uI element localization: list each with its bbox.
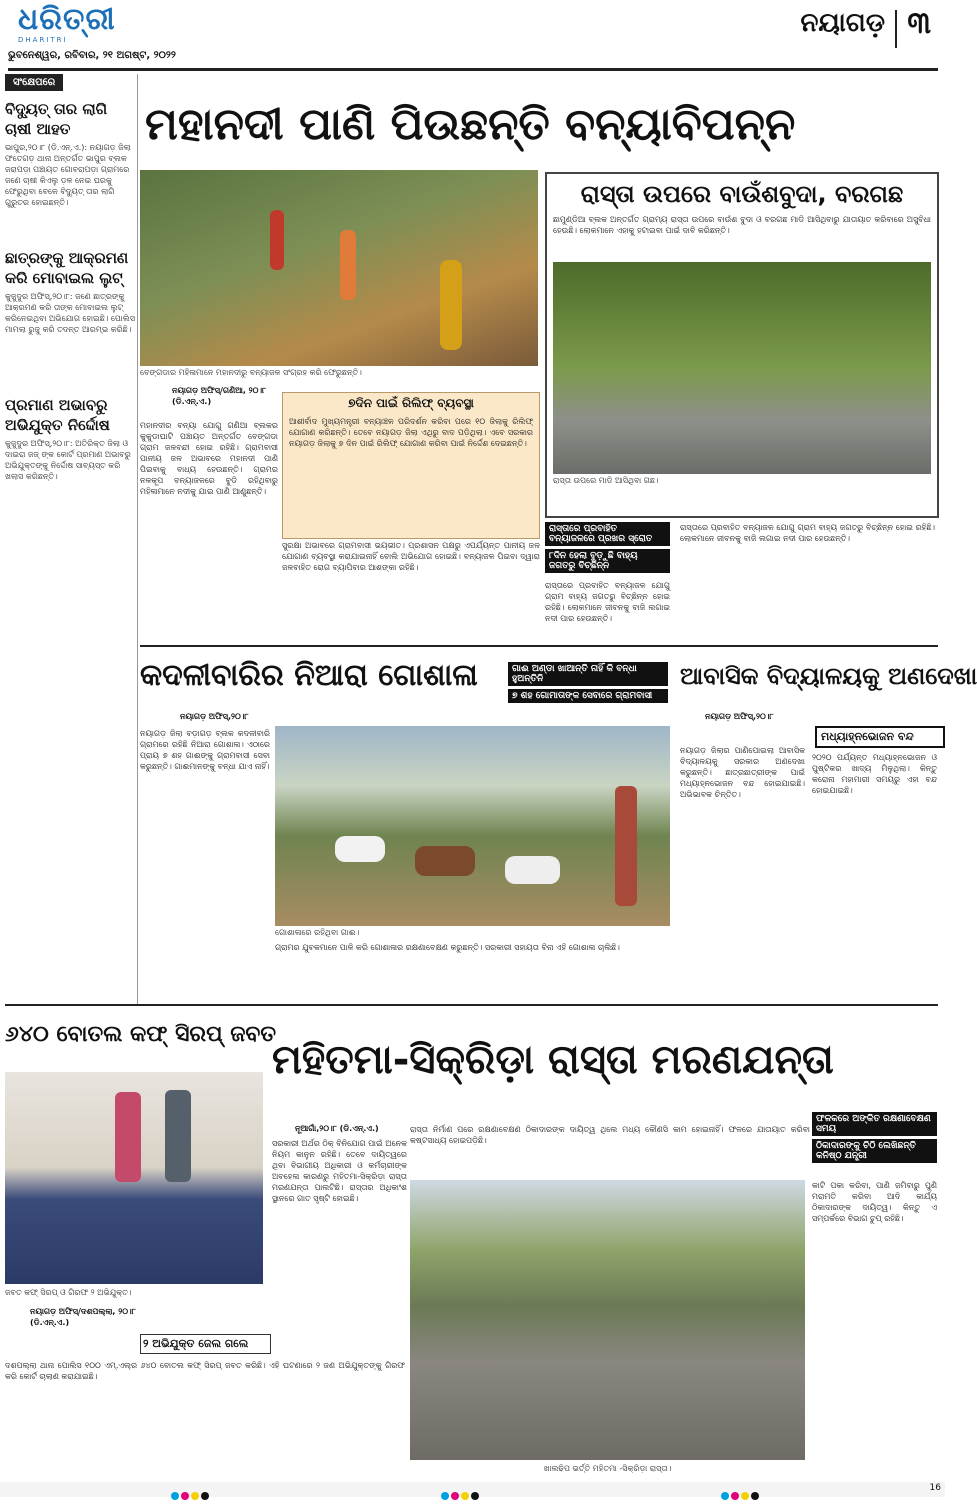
cough-syrup-caption: ଜବତ କଫ୍ ସିରପ୍ ଓ ଗିରଫ ୨ ଅଭିଯୁକ୍ତ। bbox=[5, 1288, 132, 1297]
brief-headline: ପ୍ରମାଣ ଅଭାବରୁ ଅଭିଯୁକ୍ତ ନିର୍ଦ୍ଦୋଷ bbox=[5, 396, 110, 434]
river-story-body-continued: ରାସ୍ତାରେ ପ୍ରବାହିତ ବନ୍ୟାଜଳ ଯୋଗୁ ଗ୍ରାମ ବାହ୍ୟ ଜଗତରୁ ବିଚ୍ଛିନ୍ନ ହୋଇ ରହିଛି। ଲୋକମାନେ ଜୀବନକୁ ବାଜି ଲଗାଇ ନଦୀ ପାର ହେଉଛନ୍ତି। bbox=[680, 523, 935, 543]
registration-marks bbox=[170, 1485, 210, 1504]
print-page-label: 16 bbox=[929, 1483, 941, 1493]
gaushala-tags bbox=[508, 662, 668, 703]
brief-headline: ଛାତ୍ରଙ୍କୁ ଆକ୍ରମଣ କରି ମୋବାଇଲ ଲୁଟ୍ bbox=[5, 249, 129, 287]
gaushala-tag: ୭ ଶହ ଗୋମାତାଙ୍କ ସେବାରେ ଗ୍ରାମବାସୀ bbox=[508, 689, 668, 703]
cough-syrup-photo bbox=[5, 1072, 263, 1284]
second-story-box bbox=[545, 172, 939, 518]
cough-syrup-byline: ନୟାଗଡ଼ ଅଫିସ୍/ଦଶପଲ୍ଲା, ୨୦।୮ (ଡି.ଏନ୍.ଏ.) bbox=[30, 1307, 136, 1327]
road-story-body-side: କାଟି ପକା କରିବା, ପାଣି ଜମିବାରୁ ପୁଣି ମରାମତି କରିବା ଆଦି କାର୍ଯ୍ୟ ଠିକାଦାରଙ୍କ ଦାୟିତ୍ୱ। କିନ୍ତୁ ଏ ସମ୍ପର୍କରେ ବିଭାଗ ଚୁପ୍ ରହିଛି। bbox=[812, 1181, 937, 1223]
second-story-headline: ରାସ୍ତା ଉପରେ ବାଉଁଶବୁଦା, ବରଗଛ bbox=[580, 180, 904, 208]
lead-body-continued: ସୁରକ୍ଷା ଅଭାବରେ ଗ୍ରାମବାସୀ ଭୟଭୀତ। ପ୍ରଶାସନ ପକ୍ଷରୁ ଏପର୍ଯ୍ୟନ୍ତ ପାନୀୟ ଜଳ ଯୋଗାଣ ବ୍ୟବସ୍ଥା କରାଯାଇନାହିଁ ବୋଲି ଅଭିଯୋଗ ହୋଇଛି। ବନ୍ୟାଜଳ ପିଇବା ଦ୍ୱାରା ଜଳବାହିତ ରୋଗ ବ୍ୟାପିବାର ଆଶଙ୍କା ରହିଛି। bbox=[282, 541, 540, 572]
column-rule bbox=[137, 74, 138, 1004]
dateline: ଭୁବନେଶ୍ୱର, ରବିବାର, ୨୧ ଅଗଷ୍ଟ, ୨୦୨୨ bbox=[8, 50, 176, 61]
logo-text: ଧରିତ୍ରୀ bbox=[18, 2, 116, 37]
briefs-badge: ସଂକ୍ଷେପରେ bbox=[5, 74, 63, 91]
river-story-body: ରାସ୍ତାରେ ପ୍ରବାହିତ ବନ୍ୟାଜଳ ଯୋଗୁ ଗ୍ରାମ ବାହ୍ୟ ଜଗତରୁ ବିଚ୍ଛିନ୍ନ ହୋଇ ରହିଛି। ଲୋକମାନେ ଜୀବନକୁ ବାଜି ଲଗାଇ ନଦୀ ପାର ହେଉଛନ୍ତି। bbox=[545, 581, 670, 623]
second-story-caption: ରାସ୍ତା ଉପରେ ମାଡି ଆସିଥିବା ଗଛ। bbox=[553, 476, 659, 485]
second-story-body: ଛାମୁଣ୍ଡିଆ ବ୍ଲକ ଅନ୍ତର୍ଗତ ଗ୍ରାମ୍ୟ ରାସ୍ତା ଉପରେ ବାଉଁଶ ବୁଦା ଓ ବରଗଛ ମାଡି ଆସିଥିବାରୁ ଯାତାୟାତ କରିବାରେ ଅସୁବିଧା ହେଉଛି। ଲୋକମାନେ ଏହାକୁ ହଟାଇବା ପାଇଁ ଦାବି କରିଛନ୍ତି। bbox=[553, 215, 931, 235]
registration-marks bbox=[440, 1485, 480, 1504]
person-figure bbox=[340, 230, 356, 300]
cow-figure bbox=[415, 846, 475, 876]
person-figure bbox=[165, 1090, 191, 1182]
road-story-body-continued: ରାସ୍ତା ନିର୍ମାଣ ପରେ ରକ୍ଷଣାବେକ୍ଷଣ ଠିକାଦାରଙ୍କ ଦାୟିତ୍ୱ ଥିଲେ ମଧ୍ୟ କୌଣସି କାମ ହୋଇନାହିଁ। ଫଳରେ ଯାତାୟାତ କରିବା କଷ୍ଟସାଧ୍ୟ ହୋଇପଡ଼ିଛି। bbox=[410, 1125, 810, 1145]
road-story-photo bbox=[410, 1180, 805, 1460]
road-tag: ଠିକାଦାରଙ୍କୁ ଚିଠି ଲେଖିଛନ୍ତି କନିଷ୍ଠ ଯନ୍ତ୍ରୀ bbox=[812, 1139, 937, 1163]
brief-body: କୁଜୁଦୁର ଅଫିସ୍,୨୦।୮: ଅତିରିକ୍ତ ଜିଲା ଓ ଦାଇରା ଜଜ୍ ଙ୍କ କୋର୍ଟ ପ୍ରମାଣ ଅଭାବରୁ ଅଭିଯୁକ୍ତଙ୍କୁ ନିର୍ଦ୍ଦୋଷ ସାବ୍ୟସ୍ତ କରି ଖଲାସ କରିଛନ୍ତି। bbox=[5, 439, 131, 481]
road-story-body: ସରକାରୀ ଅର୍ଥର ଠିକ୍ ବିନିଯୋଗ ପାଇଁ ଅନେକ ନିୟମ କାନୁନ ରହିଛି। ତେବେ ଦାୟିତ୍ୱରେ ଥିବା ବିଭାଗୀୟ ଅଧିକାରୀ ଓ କର୍ମଚାରୀଙ୍କ ଅବହେଳା କାରଣରୁ ମହିତମା-ସିକ୍ରିଡ଼ା ରାସ୍ତା ମରଣଯନ୍ତା ପାଲଟିଛି। ରାସ୍ତାର ଅଧିକାଂଶ ସ୍ଥାନରେ ଗାତ ସୃଷ୍ଟି ହୋଇଛି। bbox=[272, 1139, 407, 1203]
cough-syrup-body: ଦଶପଲ୍ଲା ଥାନା ପୋଲିସ ୧୦୦ ଏମ୍.ଏଲ୍ର ୬୪୦ ବୋତଲ କଫ୍ ସିରପ୍ ଜବତ କରିଛି। ଏହି ଘଟଣାରେ ୨ ଜଣ ଅଭିଯୁକ୍ତଙ୍କୁ ଗିରଫ କରି କୋର୍ଟ ଚାଲାଣ କରାଯାଇଛି। bbox=[5, 1361, 405, 1381]
section-rule bbox=[140, 645, 938, 647]
gaushala-photo bbox=[275, 726, 670, 926]
gaushala-byline: ନୟାଗଡ଼ ଅଫିସ୍,୨୦।୮ bbox=[180, 712, 249, 721]
river-tag: ରାସ୍ତାରେ ପ୍ରବାହିତ ବନ୍ୟାଜଳରେ ପ୍ରଖର ସ୍ରୋତ bbox=[545, 522, 670, 546]
briefs-sidebar bbox=[5, 74, 135, 994]
river-story-tags bbox=[545, 522, 670, 573]
brief-body: ଭାପୁର,୨୦।୮ (ଡି.ଏନ୍.ଏ.): ନୟାଗଡ଼ ଜିଲା ଫତେଗଡ଼ ଥାନା ଅନ୍ତର୍ଗତ ଭାପୁର ବ୍ଲକ ଜରାପଡ଼ା ପଞ୍ଚାୟତ ଗୋବରାପଡ଼ା ଗ୍ରାମରେ ଜଣେ ଚାଷୀ କିଏଲୁ ଡ଼ଳ ନେଇ ଘରକୁ ଫେରୁଥିବା ବେଳେ ବିଦ୍ୟୁତ୍ ତାର ଲାଗି ଗୁରୁତର ହୋଇଛନ୍ତି। bbox=[5, 143, 131, 207]
gaushala-body-continued: ଗ୍ରାମର ଯୁବକମାନେ ପାଳି କରି ଗୋଶାଳାର ରକ୍ଷଣାବେକ୍ଷଣ କରୁଛନ୍ତି। ସରକାରୀ ସହାୟତା ବିନା ଏହି ଗୋଶାଳା ଚାଲିଛି। bbox=[275, 943, 620, 952]
gaushala-body: ନୟାଗଡ଼ ଜିଲା ବଡ଼ାଗଡ଼ ବ୍ଲକ କଦଳୀବାରି ଗ୍ରାମରେ ରହିଛି ନିଆରା ଗୋଶାଳା। ଏଠାରେ ପ୍ରାୟ ୭ ଶହ ଗାଈଙ୍କୁ ଗ୍ରାମବାସୀ ସେବା କରୁଛନ୍ତି। ଗାଈମାନଙ୍କୁ ବନ୍ଧା ଯାଏ ନାହିଁ। bbox=[140, 729, 270, 771]
section-name: ନୟାଗଡ଼ bbox=[800, 8, 885, 38]
school-body: ନୟାଗଡ଼ ଜିଲାର ପାଣିପୋଇଲା ଆବାସିକ ବିଦ୍ୟାଳୟକୁ ସରକାର ଅଣଦେଖା କରୁଛନ୍ତି। ଛାତ୍ରଛାତ୍ରୀଙ୍କ ପାଇଁ ମଧ୍ୟାହ୍ନଭୋଜନ ବନ୍ଦ ହୋଇଯାଇଛି। ଅଭିଭାବକ ଚିନ୍ତିତ। bbox=[680, 746, 805, 799]
cough-syrup-subhead: ୨ ଅଭିଯୁକ୍ତ ଜେଲ ଗଲେ bbox=[140, 1334, 271, 1354]
lead-byline: ନୟାଗଡ଼ ଅଫିସ୍/ଗଣିଆ, ୨୦।୮ (ଡି.ଏନ୍.ଏ.) bbox=[172, 386, 267, 406]
logo-subtext: DHARITRI bbox=[18, 36, 68, 44]
masthead-divider bbox=[895, 10, 897, 48]
gaushala-headline: କଦଳୀବାରିର ନିଆରା ଗୋଶାଳା bbox=[140, 658, 478, 693]
person-figure bbox=[440, 260, 462, 350]
school-headline: ଆବାସିକ ବିଦ୍ୟାଳୟକୁ ଅଣଦେଖା bbox=[680, 662, 977, 690]
lead-body: ମହାନଦୀର ବନ୍ୟା ଯୋଗୁ ଗଣିଆ ବ୍ଲକର କୁକୁଡାଘାଟି ପଞ୍ଚାୟତ ଅନ୍ତର୍ଗତ ବେଙ୍ଗଡା ଗ୍ରାମ ଜଳବନ୍ଦୀ ହୋଇ ରହିଛି। ଗ୍ରାମବାସୀ ପାନୀୟ ଜଳ ଅଭାବରେ ମହାନଦୀ ପାଣି ପିଇବାକୁ ବାଧ୍ୟ ହେଉଛନ୍ତି। ଗ୍ରାମର ନଳକୂପ ବନ୍ୟାଜଳରେ ବୁଡି ରହିଥିବାରୁ ମହିଳାମାନେ ନଦୀକୁ ଯାଇ ପାଣି ଆଣୁଛନ୍ତି। bbox=[140, 421, 278, 496]
newspaper-logo bbox=[18, 4, 138, 48]
print-footer bbox=[0, 1482, 945, 1497]
brief-item bbox=[5, 248, 135, 335]
lead-photo bbox=[140, 170, 538, 366]
brief-headline: ବିଦ୍ୟୁତ୍ ତାର ଲାଗି ଚାଷୀ ଆହତ bbox=[5, 100, 108, 138]
relief-box-title: ୭ଦିନ ପାଇଁ ରିଲିଫ୍ ବ୍ୟବସ୍ଥା bbox=[348, 396, 474, 410]
road-tag: ଫଳକରେ ଅଙ୍କିତ ରକ୍ଷଣାବେକ୍ଷଣ ସମୟ bbox=[812, 1112, 937, 1136]
page-number: ୩ bbox=[907, 6, 931, 41]
road-story-tags bbox=[812, 1112, 937, 1163]
relief-box-body: ଆଶୀର୍ବାଦ ମୁଖ୍ୟମନ୍ତ୍ରୀ ବନ୍ୟାଞ୍ଚଳ ପରିଦର୍ଶନ କରିବା ପରେ ୧୦ ଜିଲାକୁ ରିଲିଫ୍ ଯୋଗାଣ କରିଛନ୍ତି। ତେବେ ନୟାଗଡ଼ ଜିଲା ଏଥିରୁ ବାଦ ପଡ଼ିଥିଲା। ଏବେ ସରକାର ନୟାଗଡ଼ ଜିଲାକୁ ୭ ଦିନ ପାଇଁ ରିଲିଫ୍ ଯୋଗାଣ କରିବା ପାଇଁ ନିର୍ଦ୍ଦେଶ ଦେଇଛନ୍ତି। bbox=[289, 417, 533, 448]
school-tag: ମଧ୍ୟାହ୍ନଭୋଜନ ବନ୍ଦ bbox=[815, 726, 945, 748]
second-story-photo bbox=[553, 262, 931, 474]
person-figure bbox=[270, 210, 284, 270]
cow-figure bbox=[505, 856, 560, 884]
lead-photo-caption: ବେଙ୍ଗଡାର ମହିଳାମାନେ ମହାନଦୀରୁ ବନ୍ୟାଜଳ ସଂଗ୍ରହ କରି ଫେରୁଛନ୍ତି। bbox=[140, 368, 362, 377]
cough-syrup-headline: ୬୪୦ ବୋତଲ କଫ୍ ସିରପ୍ ଜବତ bbox=[5, 1022, 277, 1047]
gaushala-tag: ଗାଈ ଅଣ୍ଡା ଖାଆନ୍ତି ନାହିଁ କି ବନ୍ଧା ହୁଅନ୍ତିନି bbox=[508, 662, 668, 686]
cow-figure bbox=[335, 836, 385, 862]
registration-marks bbox=[720, 1485, 760, 1504]
road-story-headline: ମହିତମା-ସିକ୍ରିଡ଼ା ରାସ୍ତା ମରଣଯନ୍ତା bbox=[272, 1037, 834, 1083]
person-figure bbox=[115, 1092, 141, 1182]
road-story-byline: ନୂଆଗାଁ,୨୦।୮ (ଡି.ଏନ୍.ଏ.) bbox=[295, 1124, 379, 1133]
person-figure bbox=[615, 786, 637, 906]
lead-headline: ମହାନଦୀ ପାଣି ପିଉଛନ୍ତି ବନ୍ୟାବିପନ୍ନ bbox=[145, 99, 796, 150]
masthead-rule bbox=[8, 68, 938, 71]
section-rule bbox=[5, 1004, 938, 1006]
brief-item bbox=[5, 99, 135, 208]
relief-box bbox=[282, 392, 540, 539]
school-byline: ନୟାଗଡ଼ ଅଫିସ୍,୨୦।୮ bbox=[705, 712, 774, 721]
brief-item bbox=[5, 395, 135, 482]
river-tag: ୮ଦିନ ହେଲା ବୁଡ଼ୁଛି ବାହ୍ୟ ଜଗତରୁ ବିଚ୍ଛିନ୍ନ bbox=[545, 549, 670, 573]
school-body-continued: ୨୦୨୦ ପର୍ଯ୍ୟନ୍ତ ମଧ୍ୟାହ୍ନଭୋଜନ ଓ ପୁଷ୍ଟିକର ଖାଦ୍ୟ ମିଳୁଥିଲା। କିନ୍ତୁ କରୋନା ମହାମାରୀ ସମୟରୁ ଏହା ବନ୍ଦ ହୋଇଯାଇଛି। bbox=[812, 753, 937, 795]
gaushala-photo-caption: ଗୋଶାଳାରେ ରହିଥିବା ଗାଈ। bbox=[275, 928, 360, 937]
road-story-caption: ଖାଲଢିପ ଭର୍ତ୍ତି ମହିତମା -ସିକ୍ରିଡ଼ା ରାସ୍ତା। bbox=[543, 1464, 672, 1473]
brief-body: କୁଜୁଦୁର ଅଫିସ୍,୨୦।୮: ଜଣେ ଛାତ୍ରଙ୍କୁ ଆକ୍ରମଣ କରି ତାଙ୍କ ମୋବାଇଲ ଲୁଟ୍ କରିନେଇଥିବା ଅଭିଯୋଗ ହୋଇଛି। ପୋଲିସ ମାମଲା ରୁଜୁ କରି ତଦନ୍ତ ଆରମ୍ଭ କରିଛି। bbox=[5, 292, 135, 334]
